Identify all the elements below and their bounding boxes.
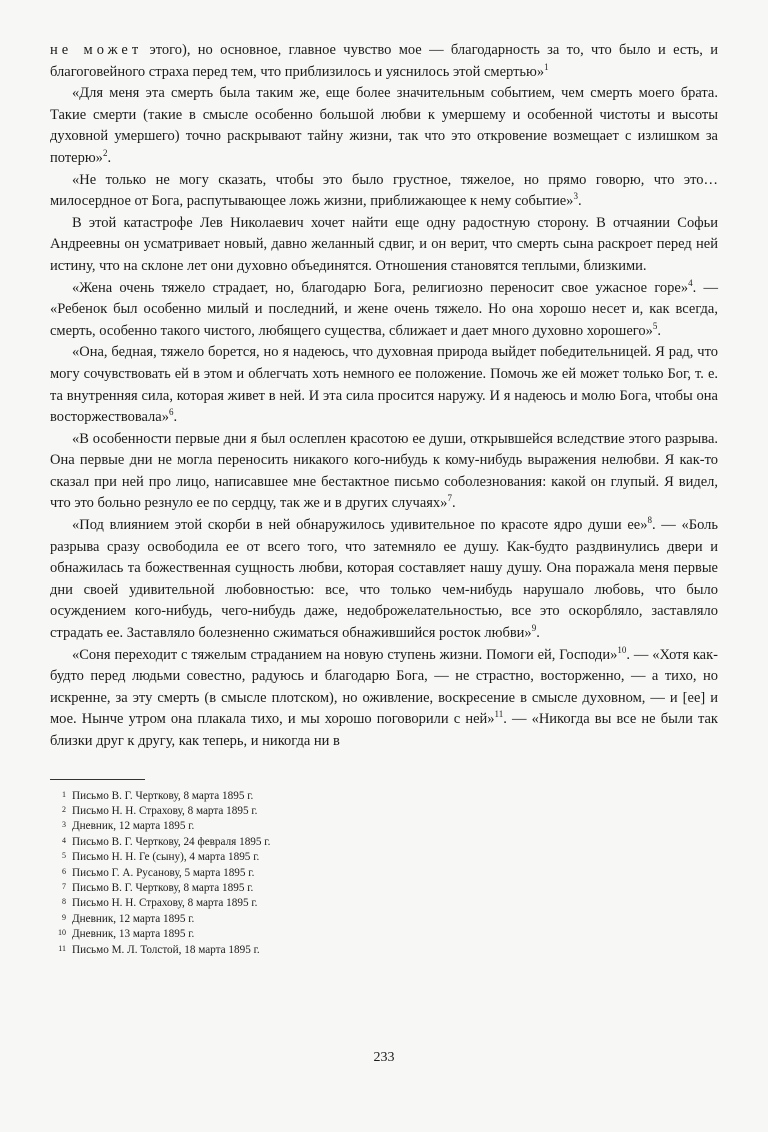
footnote-text: Дневник, 12 марта 1895 г. (72, 912, 195, 925)
footnote-text: Письмо М. Л. Толстой, 18 марта 1895 г. (72, 943, 260, 956)
paragraph (50, 170, 718, 213)
footnote-text: Письмо Г. А. Русанову, 5 марта 1895 г. (72, 866, 255, 879)
paragraph (50, 645, 718, 753)
paragraph (50, 278, 718, 343)
page-number: 233 (373, 1050, 395, 1065)
paragraph-text: «Для меня эта смерть была таким же, еще более значительным событием, чем смерть моего брата. Такие смерти (такие в смысле особенно большой любви к умершему и особенной чистоты и высоты духовной умершего) точно раскрывают тайну жизни, так что это откровение возмещает с излишком за потерю» (50, 85, 718, 166)
footnote-ref: 8 (647, 515, 652, 526)
footnote-number: 1 (62, 789, 66, 799)
footnote-item (50, 911, 718, 926)
footnote-item (50, 818, 718, 833)
page-body (50, 40, 718, 957)
footnote-ref: 6 (168, 407, 174, 418)
main-text (50, 40, 718, 753)
footnote-text: Письмо Н. Н. Ге (сыну), 4 марта 1895 г. (72, 851, 260, 864)
footnote-ref: 5 (652, 320, 658, 331)
paragraph-text: . — «Хотя как-будто перед людьми совестно, радуюсь и благодарю Бога, — не страстно, восторженно, — а тихо, но искренне, за эту смерть (в смысле плотском), но оживление, воскресение в смысле духовном, — и [ее] и мое. Нынче утром она плакала тихо, и мы хорошо поговорили с ней» (50, 646, 718, 728)
footnote-number: 11 (58, 943, 66, 953)
paragraph-text: . (451, 495, 456, 512)
footnote-ref: 4 (688, 277, 693, 288)
footnote-number: 9 (62, 912, 66, 922)
footnote-text: Дневник, 12 марта 1895 г. (72, 820, 195, 833)
paragraph-text: «Жена очень тяжело страдает, но, благодарю Бога, религиозно переносит свое ужасное горе» (72, 279, 689, 296)
paragraph-text: . (577, 193, 582, 210)
footnotes-list (50, 788, 718, 957)
footnote-item (50, 926, 718, 941)
paragraph (50, 40, 718, 83)
footnote-item (50, 865, 718, 880)
footnote-ref: 9 (531, 623, 537, 634)
footnote-ref: 7 (447, 493, 452, 504)
paragraph (50, 83, 718, 169)
footnote-number: 4 (62, 835, 66, 845)
footnote-text: Письмо Н. Н. Страхову, 8 марта 1895 г. (72, 805, 258, 817)
footnote-number: 2 (62, 805, 66, 814)
paragraph (50, 213, 718, 278)
footnote-ref: 10 (617, 644, 627, 655)
paragraph (50, 342, 718, 428)
paragraph-text: «В особенности первые дни я был ослеплен красотою ее души, открывшейся вследствие этого разрыва. Она первые дни не могла переносить никакого кого-нибудь к кому-нибудь выражения нелюбви. Я как-то сказал при ней про лицо, написавшее мне бестактное письмо соболезнования: какой он глупый. Я видел, что это больно резнуло ее по сердцу, так же и в других случаях» (50, 430, 718, 512)
paragraph-text: . (173, 409, 178, 426)
footnote-ref: 1 (544, 61, 549, 72)
footnote-item (50, 895, 718, 910)
footnote-item (50, 803, 718, 818)
footnote-item (50, 942, 718, 957)
footnote-number: 5 (62, 851, 66, 861)
paragraph-text: В этой катастрофе Лев Николаевич хочет найти еще одну радостную сторону. В отчаянии Софьи Андреевны он усматривает новый, давно желанный сдвиг, и он верит, что смерть сына раскроет перед ней истину, что на склоне лет они духовно объединятся. Отношения становятся теплыми, близкими. (50, 214, 718, 274)
footnote-text: Дневник, 13 марта 1895 г. (72, 928, 195, 941)
paragraph (50, 429, 718, 515)
paragraph-text: . — «Боль разрыва сразу освободила ее от всего того, что затемняло ее душу. Как-будто раздвинулись двери и обнажилась та божественная сущность любви, которая составляет нашу душу. Она поражала меня первые дни своей удивительной любовностью: все, что только чем-нибудь нарушало любовь, что было осуждением кого-нибудь, чего-нибудь даже, недоброжелательностью, все это оскорбляло, заставляло страдать ее. Заставляло болезненно сжиматься обнажившийся росток любви» (50, 517, 718, 642)
paragraph-text: этого), но основное, главное чувство мое — благодарность за то, что было и есть, и благоговейного страха перед тем, что приблизилось и уяснилось этой смертью» (50, 42, 718, 80)
paragraph-text: «Соня переходит с тяжелым страданием на новую ступень жизни. Помоги ей, Господи» (72, 646, 618, 663)
footnote-text: Письмо В. Г. Черткову, 8 марта 1895 г. (72, 882, 254, 895)
paragraph-text: . (657, 322, 661, 339)
paragraph-text: . — «Ребенок был особенно милый и последний, и жене очень тяжело. Но она хорошо несет и, как всегда, смерть, особенно такого чистого, любящего существа, сближает и дает много духовно хорошего» (50, 279, 719, 339)
footnote-ref: 11 (494, 709, 504, 720)
footnote-number: 3 (62, 820, 66, 830)
footnote-ref: 2 (102, 148, 108, 159)
footnote-number: 10 (58, 928, 66, 938)
footnote-divider (50, 779, 145, 780)
footnote-item (50, 788, 718, 803)
footnote-text: Письмо В. Г. Черткову, 24 февраля 1895 г. (72, 835, 271, 848)
footnote-number: 6 (62, 866, 66, 876)
footnote-number: 8 (62, 897, 66, 907)
footnote-item (50, 849, 718, 864)
footnote-item (50, 880, 718, 895)
paragraph-text: «Под влиянием этой скорби в ней обнаружилось удивительное по красоте ядро души ее» (72, 517, 648, 534)
paragraph-text: . (536, 625, 540, 642)
footnote-number: 7 (62, 882, 66, 892)
spaced-text: не может (50, 42, 143, 58)
paragraph-text: «Не только не могу сказать, чтобы это было грустное, тяжелое, но прямо говорю, что это… милосердное от Бога, распутывающее ложь жизни, приближающее к нему событие» (50, 171, 718, 210)
paragraph-text: . — «Никогда вы все не были так близки друг к другу, как теперь, и никогда ни в (50, 711, 718, 749)
paragraph (50, 515, 718, 645)
footnote-text: Письмо Н. Н. Страхову, 8 марта 1895 г. (72, 897, 258, 910)
footnote-text: Письмо В. Г. Черткову, 8 марта 1895 г. (72, 789, 254, 802)
paragraph-text: «Она, бедная, тяжело борется, но я надеюсь, что духовная природа выйдет победительницей. Я рад, что могу сочувствовать ей в этом и облегчать хоть немного ее положение. Помочь же ей может только Бог, т. е. та внутренняя сила, которая живет в ней. И эта сила просится наружу. И я надеюсь и молю Бога, чтобы она восторжествовала» (50, 344, 718, 426)
footnote-item (50, 834, 718, 849)
paragraph-text: . (107, 149, 112, 166)
footnote-ref: 3 (573, 191, 578, 202)
